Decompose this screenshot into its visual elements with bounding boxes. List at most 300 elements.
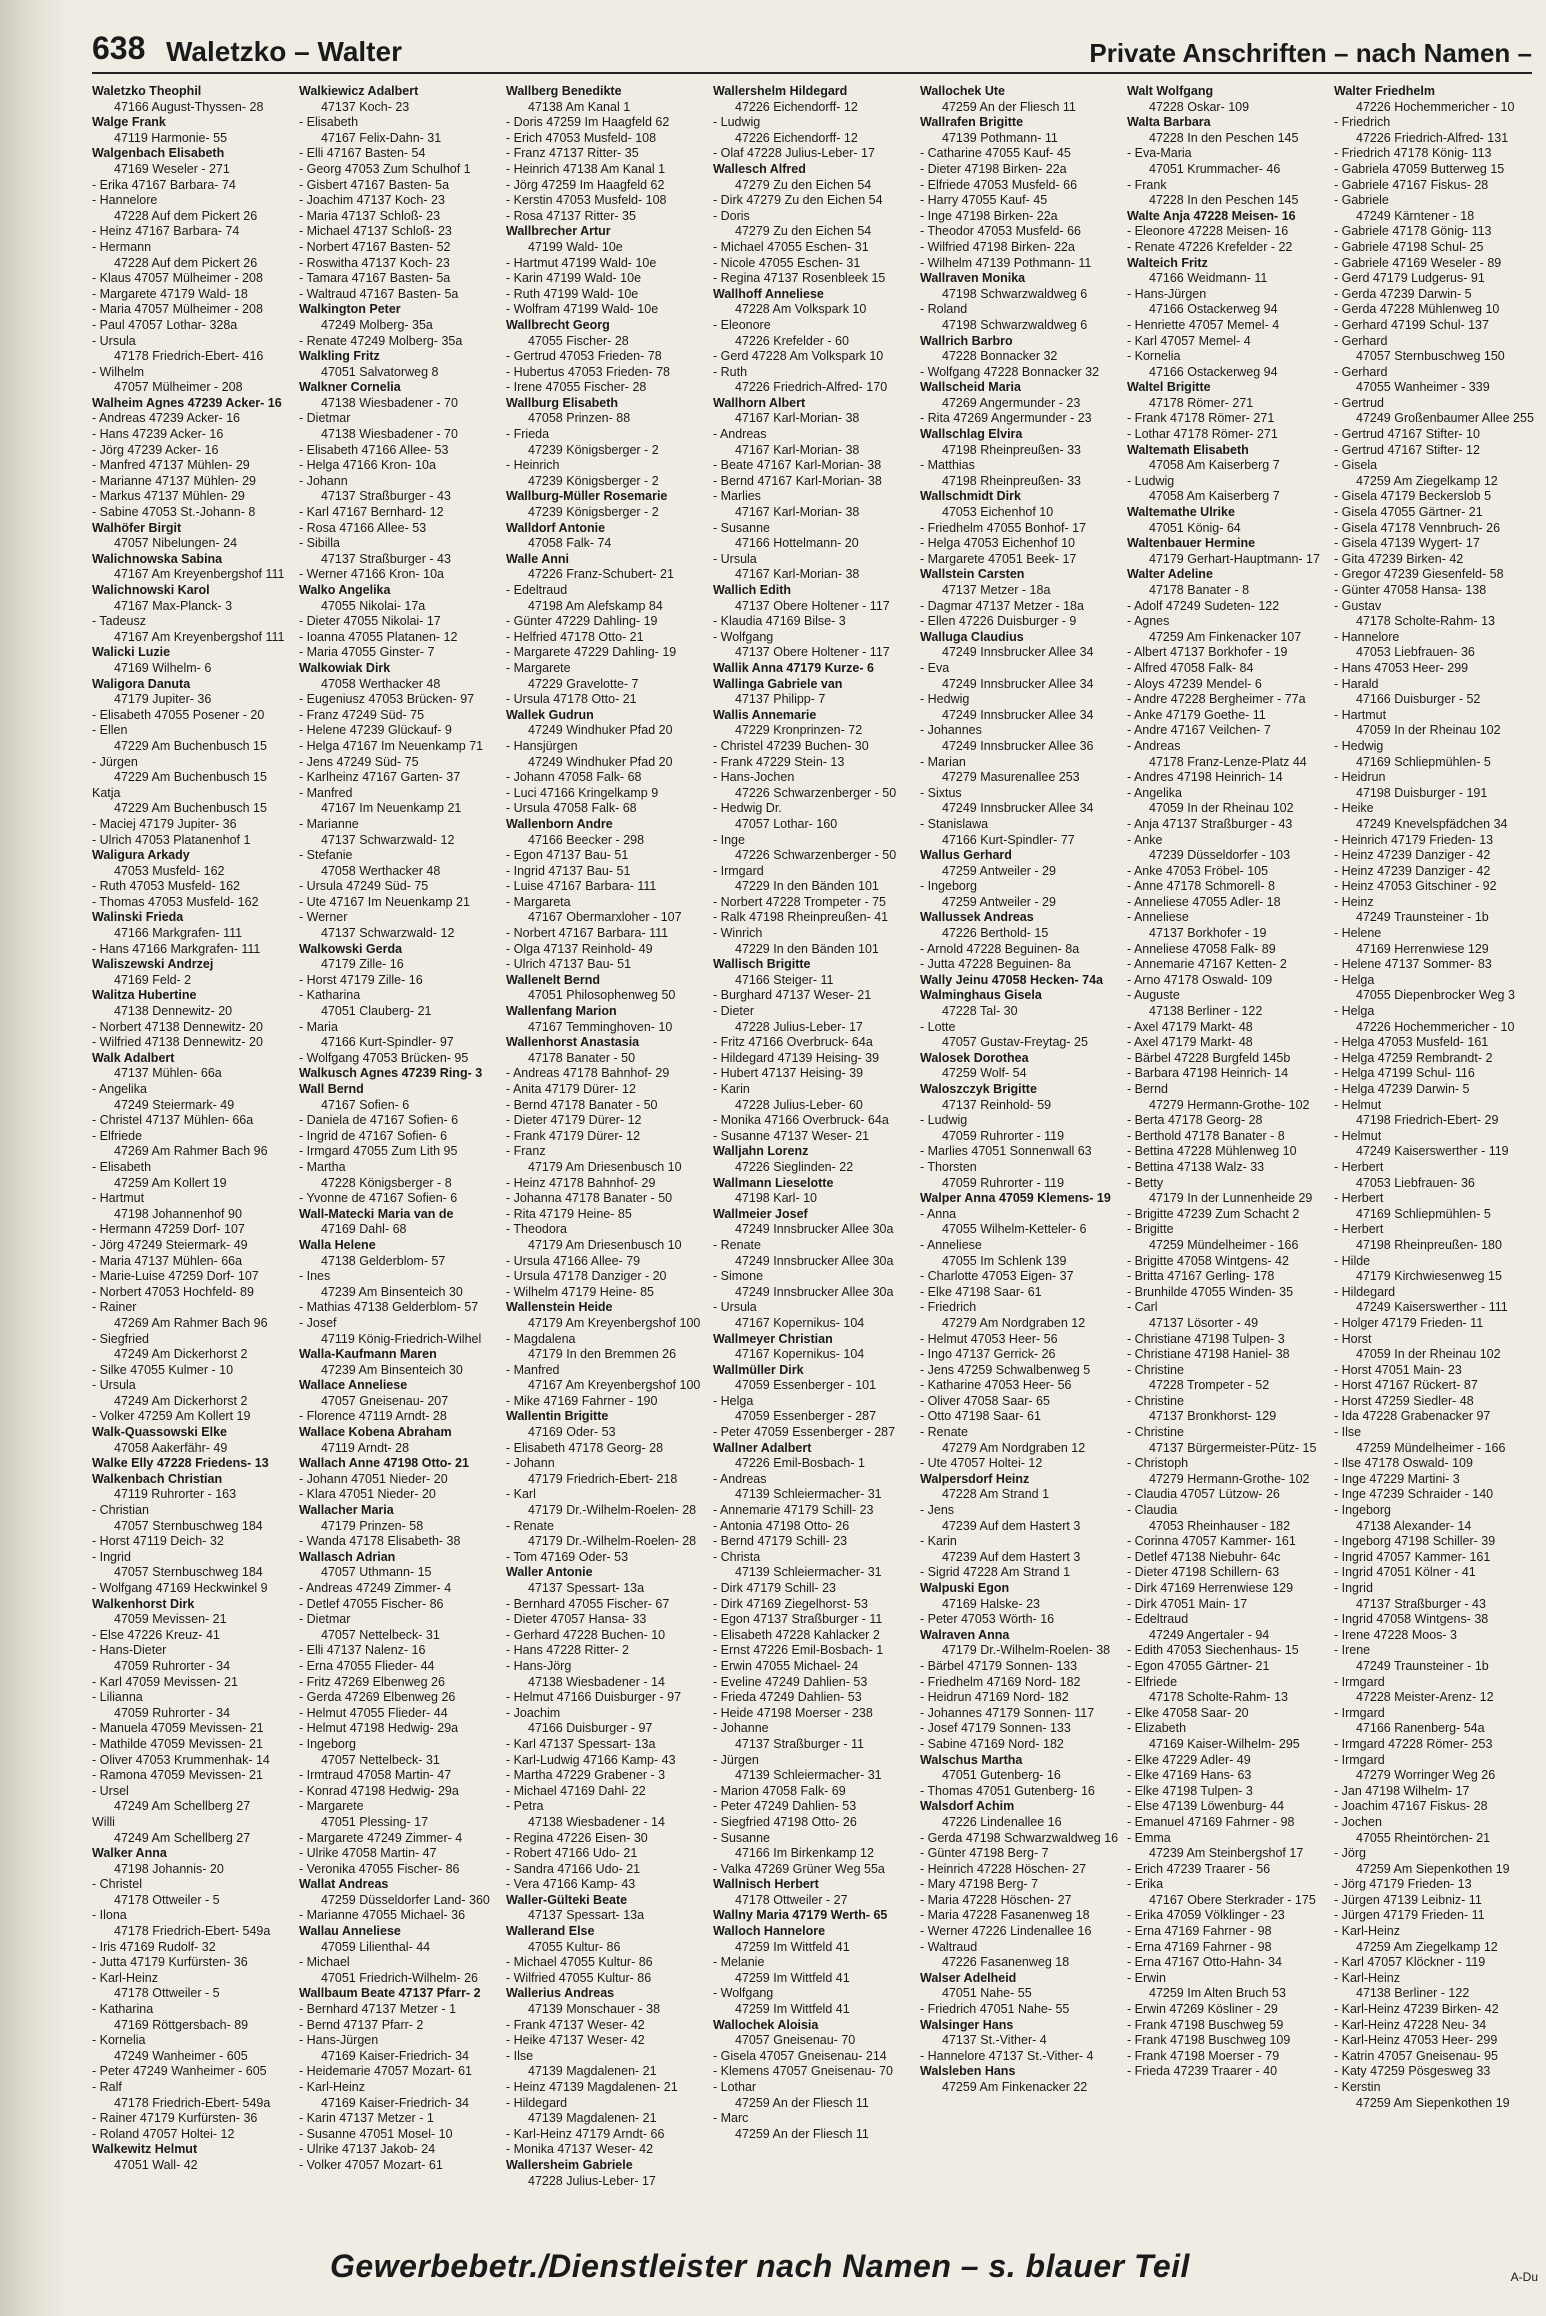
directory-entry-name: Wallmüller Dirk: [713, 1362, 804, 1377]
directory-entry-sub: - Bernhard 47055 Fischer- 67: [506, 1596, 670, 1611]
directory-entry-sub: - Jens: [920, 1503, 955, 1518]
directory-entry-name: Waliszewski Andrzej: [92, 957, 214, 972]
directory-entry-sub: - Hildegard: [1334, 1284, 1396, 1299]
directory-entry-sub: - Bernd 47167 Karl-Morian- 38: [713, 473, 882, 488]
directory-entry-address: 47178 Ottweiler - 5: [114, 1986, 220, 2001]
directory-entry-address: 47228 Auf dem Pickert 26: [114, 208, 258, 223]
directory-entry-address: 47137 Mühlen- 66a: [114, 1066, 222, 1081]
directory-entry-name: Wallace Anneliese: [299, 1378, 408, 1393]
directory-entry-sub: - Erna 47167 Otto-Hahn- 34: [1127, 1955, 1282, 1970]
directory-entry-sub: - Günter 47229 Dahling- 19: [506, 614, 658, 629]
directory-entry-sub: - Edith 47053 Siechenhaus- 15: [1127, 1643, 1299, 1658]
directory-entry-sub: - Andreas 47239 Acker- 16: [92, 411, 241, 426]
directory-entry-sub: - Peter 47249 Dahlien- 53: [713, 1799, 857, 1814]
directory-entry-address: 47167 Kopernikus- 104: [735, 1315, 865, 1330]
directory-entry-sub: - Anke: [1127, 832, 1163, 847]
directory-entry-sub: - Sandra 47166 Udo- 21: [506, 1861, 641, 1876]
directory-entry-sub: - Helene 47239 Glückauf- 9: [299, 723, 452, 738]
directory-entry-sub: - Hans-Jürgen: [1127, 286, 1207, 301]
directory-entry-sub: - Matthias: [920, 458, 975, 473]
directory-entry-sub: - Ilse: [1334, 1425, 1362, 1440]
directory-entry-address: 47226 Schwarzenberger - 50: [735, 785, 897, 800]
directory-entry-name: Waloszczyk Brigitte: [920, 1082, 1037, 1096]
directory-entry-sub: - Susanne 47051 Mosel- 10: [299, 2126, 453, 2141]
directory-entry-address: 47179 Kirchwiesenweg 15: [1356, 1269, 1502, 1284]
directory-entry-name: Wallberg Benedikte: [506, 84, 622, 98]
directory-entry-sub: - Andreas 47249 Zimmer- 4: [299, 1581, 452, 1595]
directory-entry-sub: - Johann: [506, 1456, 555, 1471]
directory-entry-name: Walle Anni: [506, 551, 569, 566]
directory-entry-name: Wallenborn Andre: [506, 816, 613, 831]
directory-entry-sub: - Konrad 47198 Hedwig- 29a: [299, 1783, 459, 1798]
directory-entry-sub: - Thomas 47051 Gutenberg- 16: [920, 1783, 1095, 1798]
directory-entry-sub: - Erwin 47055 Michael- 24: [713, 1658, 859, 1673]
directory-entry-name: Wallnisch Herbert: [713, 1877, 819, 1892]
directory-entry-name: Wallburg Elisabeth: [506, 395, 619, 410]
directory-entry-sub: - Aloys 47239 Mendel- 6: [1127, 676, 1262, 691]
directory-entry-sub: - Lotte: [920, 1019, 956, 1034]
directory-column-5: [920, 84, 1130, 2214]
directory-entry-address: 47119 König-Friedrich-Wilhel: [321, 1331, 482, 1346]
directory-entry-sub: - Frieda 47239 Traarer - 40: [1127, 2064, 1278, 2079]
directory-entry-sub: - Ursula: [713, 551, 757, 566]
directory-entry-sub: - Karl 47167 Bernhard- 12: [299, 505, 444, 520]
directory-entry-sub: - Elisabeth 47228 Kahlacker 2: [713, 1627, 880, 1642]
directory-entry-address: 47228 Oskar- 109: [1149, 99, 1250, 114]
directory-entry-address: 47198 Johannenhof 90: [114, 1206, 242, 1221]
directory-entry-sub: - Erika 47059 Völklinger - 23: [1127, 1908, 1285, 1923]
directory-entry-address: 47138 Berliner - 122: [1149, 1004, 1263, 1019]
directory-entry-name: Wally Jeinu 47058 Hecken- 74a: [920, 972, 1103, 987]
directory-entry-address: 47259 Mündelheimer - 166: [1356, 1440, 1506, 1455]
directory-entry-sub: - Peter 47059 Essenberger - 287: [713, 1425, 896, 1440]
directory-entry-name: Waltemath Elisabeth: [1127, 442, 1249, 457]
directory-entry-sub: - Gertrud 47167 Stifter- 12: [1334, 442, 1480, 457]
directory-entry-sub: - Simone: [713, 1269, 764, 1284]
directory-entry-name: Wallbaum Beate 47137 Pfarr- 2: [299, 1986, 481, 2001]
directory-entry-address: 47229 Kronprinzen- 72: [735, 723, 863, 738]
directory-entry-sub: - Hannelore 47137 St.-Vither- 4: [920, 2048, 1094, 2063]
directory-entry-sub: - Waltraud 47167 Basten- 5a: [299, 286, 459, 301]
directory-entry-address: 47139 Schleiermacher- 31: [735, 1768, 882, 1783]
directory-entry-sub: - Friedhelm 47055 Bonhof- 17: [920, 520, 1087, 535]
directory-entry-address: 47137 Schwarzwald- 12: [321, 832, 455, 847]
directory-entry-sub: - Bernhard 47137 Metzer - 1: [299, 2002, 457, 2017]
directory-entry-sub: - Ulrike 47137 Jakob- 24: [299, 2142, 436, 2157]
directory-entry-sub: - Holger 47179 Frieden- 11: [1334, 1315, 1484, 1330]
directory-entry-sub: - Elke 47169 Hans- 63: [1127, 1768, 1252, 1783]
directory-entry-address: 47198 Am Alefskamp 84: [528, 598, 663, 613]
directory-entry-name: Walk Adalbert: [92, 1050, 175, 1065]
directory-entry-address: 47167 Obere Sterkrader - 175: [1149, 1892, 1316, 1907]
directory-entry-sub: - Heinrich 47179 Frieden- 13: [1334, 832, 1494, 847]
directory-entry-address: 47055 Wilhelm-Ketteler- 6: [942, 1222, 1087, 1237]
directory-entry-sub: - Michael 47137 Schloß- 23: [299, 224, 452, 239]
directory-entry-sub: - Jürgen: [92, 754, 138, 769]
directory-entry-sub: - Helga: [713, 1393, 754, 1408]
directory-entry-sub: - Frank: [1127, 177, 1167, 192]
directory-entry-sub: - Hilde: [1334, 1253, 1371, 1268]
directory-entry-sub: - Gregor 47239 Giesenfeld- 58: [1334, 567, 1504, 582]
directory-entry-sub: - Helga: [1334, 972, 1375, 987]
directory-entry-sub: - Gisela 47178 Vennbruch- 26: [1334, 520, 1501, 535]
directory-entry-name: Walter Adeline: [1127, 567, 1213, 582]
page-name-range: Waletzko – Walter: [166, 36, 402, 67]
directory-entry-sub: - Friedrich 47051 Nahe- 55: [920, 2002, 1070, 2017]
directory-entry-name: Waller Antonie: [506, 1565, 593, 1580]
directory-entry-sub: - Ruth: [713, 364, 748, 379]
directory-entry-name: Walheim Agnes 47239 Acker- 16: [92, 395, 282, 410]
directory-entry-address: 47179 Dr.-Wilhelm-Roelen- 28: [528, 1503, 697, 1518]
directory-entry-address: 47226 Lindenallee 16: [942, 1814, 1062, 1829]
directory-entry-address: 47137 Straßburger - 43: [321, 489, 451, 504]
directory-entry-name: Wallis Annemarie: [713, 707, 817, 722]
directory-entry-address: 47059 Ruhrorter - 34: [114, 1658, 231, 1673]
directory-entry-sub: - Kerstin: [1334, 2080, 1381, 2094]
directory-entry-address: 47249 Steiermark- 49: [114, 1097, 235, 1112]
directory-entry-sub: - Renate: [713, 1237, 761, 1252]
directory-entry-sub: - Martha: [299, 1159, 346, 1174]
directory-entry-sub: - Peter 47249 Wanheimer - 605: [92, 2064, 267, 2079]
directory-entry-sub: - Jochen: [1334, 1814, 1382, 1829]
directory-entry-name: Wallacher Maria: [299, 1503, 394, 1518]
directory-entry-sub: - Iris 47169 Rudolf- 32: [92, 1939, 216, 1954]
directory-entry-address: 47058 Am Kaiserberg 7: [1149, 458, 1280, 473]
directory-entry-sub: - Günter 47058 Hansa- 138: [1334, 583, 1487, 597]
directory-entry-sub: - Christine: [1127, 1393, 1184, 1408]
directory-entry-name: Walicki Luzie: [92, 645, 171, 660]
directory-entry-sub: - Michael 47169 Dahl- 22: [506, 1783, 646, 1798]
directory-entry-address: 47137 Bronkhorst- 129: [1149, 1409, 1277, 1424]
directory-entry-sub: - Helfried 47178 Otto- 21: [506, 629, 644, 644]
directory-entry-sub: - Irene: [1334, 1643, 1371, 1658]
directory-entry-sub: - Sixtus: [920, 785, 962, 800]
directory-entry-sub: - Hans 47166 Markgrafen- 111: [92, 941, 261, 956]
directory-entry-address: 47139 Schleiermacher- 31: [735, 1565, 882, 1580]
directory-entry-address: 47166 Ranenberg- 54a: [1356, 1721, 1485, 1736]
directory-entry-sub: - Horst 47051 Main- 23: [1334, 1362, 1462, 1377]
directory-entry-sub: - Ingeborg 47198 Schiller- 39: [1334, 1534, 1496, 1549]
directory-entry-name: Walteich Fritz: [1127, 255, 1208, 270]
directory-entry-sub: - Gabriele 47178 Gönig- 113: [1334, 224, 1492, 239]
directory-entry-sub: - Karl-Heinz 47239 Birken- 42: [1334, 2002, 1499, 2017]
directory-entry-address: 47138 Am Kanal 1: [528, 99, 631, 114]
directory-entry-address: 47167 Max-Planck- 3: [114, 598, 233, 613]
directory-entry-address: 47055 Wanheimer - 339: [1356, 380, 1490, 395]
directory-entry-address: 47169 Herrenwiese 129: [1356, 941, 1489, 956]
directory-entry-name: Wallisch Brigitte: [713, 957, 811, 972]
directory-entry-address: 47229 Am Buchenbusch 15: [114, 738, 267, 753]
directory-entry-sub: - Ursula 47249 Süd- 75: [299, 879, 429, 894]
directory-entry-sub: - Beate 47167 Karl-Morian- 38: [713, 458, 882, 473]
directory-entry-name: Wallentin Brigitte: [506, 1409, 609, 1424]
directory-entry-sub: - Karl-Heinz: [92, 1970, 158, 1985]
directory-entry-name: Waller-Gülteki Beate: [506, 1892, 628, 1907]
directory-entry-sub: - Norbert 47167 Barbara- 111: [506, 926, 669, 941]
directory-entry-sub: - Martha 47229 Grabener - 3: [506, 1768, 666, 1783]
directory-entry-sub: - Johannes 47179 Sonnen- 117: [920, 1705, 1095, 1720]
directory-entry-sub: - Elli 47167 Basten- 54: [299, 146, 426, 161]
directory-entry-address: 47167 Karl-Morian- 38: [735, 442, 860, 457]
directory-columns: [92, 84, 1542, 2214]
directory-entry-sub: - Fritz 47269 Elbenweg 26: [299, 1674, 445, 1689]
directory-entry-sub: - Sibilla: [299, 536, 340, 551]
directory-entry-sub: - Katy 47259 Pösgesweg 33: [1334, 2064, 1491, 2079]
directory-entry-sub: - Christian: [92, 1503, 149, 1518]
directory-entry-sub: - Roswitha 47137 Koch- 23: [299, 255, 450, 270]
directory-entry-sub: - Michael: [299, 1955, 350, 1970]
directory-entry-sub: - Dieter 47055 Nikolai- 17: [299, 614, 441, 629]
directory-entry-sub: - Heinz 47167 Barbara- 74: [92, 224, 240, 239]
directory-entry-address: 47167 Am Kreyenbergshof 111: [114, 629, 285, 644]
directory-entry-sub: - Winrich: [713, 926, 763, 941]
directory-entry-sub: - Helmut 47198 Hedwig- 29a: [299, 1721, 459, 1736]
directory-entry-sub: - Josef: [299, 1315, 337, 1330]
directory-entry-address: 47139 Schleiermacher- 31: [735, 1487, 882, 1502]
directory-entry-sub: - Erika: [1127, 1877, 1164, 1892]
directory-entry-sub: - Ines: [299, 1269, 331, 1284]
directory-entry-name: Walsinger Hans: [920, 2017, 1014, 2032]
directory-entry-sub: - Margarete: [506, 660, 571, 675]
directory-entry-address: 47198 Rheinpreußen- 180: [1356, 1237, 1502, 1252]
directory-entry-address: 47199 Wald- 10e: [528, 239, 623, 254]
directory-entry-name: Wallik Anna 47179 Kurze- 6: [713, 660, 874, 675]
directory-entry-sub: - Harald: [1334, 676, 1379, 691]
directory-entry-address: 47226 Berthold- 15: [942, 926, 1049, 941]
directory-entry-sub: - Ulrich 47053 Platanenhof 1: [92, 832, 251, 847]
directory-entry-sub: - Gabriele 47167 Fiskus- 28: [1334, 177, 1489, 192]
directory-entry-address: 47249 Innsbrucker Allee 34: [942, 801, 1094, 816]
directory-entry-name: Walkenhorst Dirk: [92, 1596, 195, 1611]
directory-entry-sub: - Helene 47137 Sommer- 83: [1334, 957, 1492, 972]
directory-entry-address: 47053 Musfeld- 162: [114, 863, 225, 878]
directory-entry-sub: - Ursula 47058 Falk- 68: [506, 801, 637, 816]
directory-entry-sub: - Ludwig: [713, 115, 761, 130]
directory-entry-sub: - Ingrid: [1334, 1581, 1373, 1595]
directory-entry-sub: - Norbert 47138 Dennewitz- 20: [92, 1019, 263, 1034]
directory-entry-address: 47228 Auf dem Pickert 26: [114, 255, 258, 270]
directory-entry-sub: - Margarete 47051 Beek- 17: [920, 551, 1077, 566]
directory-entry-sub: - Elfriede 47053 Musfeld- 66: [920, 177, 1078, 192]
directory-entry-sub: - Heidrun 47169 Nord- 182: [920, 1690, 1069, 1705]
directory-entry-name: Walinski Frieda: [92, 910, 184, 925]
directory-entry-sub: - Waltraud: [920, 1939, 978, 1954]
directory-entry-address: 47058 Am Kaiserberg 7: [1149, 489, 1280, 504]
directory-entry-name: Walper Anna 47059 Klemens- 19: [920, 1191, 1111, 1206]
directory-entry-sub: - Jörg: [1334, 1846, 1366, 1861]
directory-entry-sub: - Christiane 47198 Tulpen- 3: [1127, 1331, 1285, 1346]
directory-entry-sub: - Brigitte 47239 Zum Schacht 2: [1127, 1206, 1300, 1221]
directory-entry-sub: - Egon 47137 Straßburger - 11: [713, 1612, 883, 1627]
directory-entry-sub: - Irmtraud 47058 Martin- 47: [299, 1768, 452, 1783]
directory-entry-sub: - Petra: [506, 1799, 544, 1814]
directory-entry-sub: - Egon 47137 Bau- 51: [506, 848, 629, 863]
directory-entry-sub: - Horst 47167 Rückert- 87: [1334, 1378, 1478, 1393]
directory-entry-sub: - Kornelia: [1127, 349, 1181, 364]
directory-entry-sub: - Renate 47226 Krefelder - 22: [1127, 239, 1293, 254]
directory-entry-sub: - Gabriele 47169 Weseler - 89: [1334, 255, 1502, 270]
directory-entry-sub: - Ingrid 47058 Wintgens- 38: [1334, 1612, 1489, 1627]
directory-entry-sub: - Ingeborg: [920, 879, 977, 894]
directory-entry-address: 47057 Nibelungen- 24: [114, 536, 238, 551]
directory-entry-sub: - Elke 47229 Adler- 49: [1127, 1752, 1251, 1767]
directory-entry-address: 47239 Auf dem Hastert 3: [942, 1518, 1081, 1533]
directory-entry-sub: - Johann 47058 Falk- 68: [506, 770, 642, 785]
directory-entry-sub: - Michael 47055 Kultur- 86: [506, 1955, 653, 1970]
directory-entry-address: 47166 Duisburger - 52: [1356, 692, 1481, 707]
directory-entry-address: 47178 Friedrich-Ebert- 549a: [114, 1924, 271, 1939]
directory-entry-name: Waligura Arkady: [92, 848, 190, 863]
directory-entry-sub: - Gabriele 47198 Schul- 25: [1334, 239, 1484, 254]
directory-entry-sub: - Heinrich 47138 Am Kanal 1: [506, 161, 666, 176]
directory-entry-sub: - Gerhard: [1334, 333, 1388, 348]
directory-entry-name: Wallussek Andreas: [920, 910, 1034, 925]
directory-entry-sub: - Andres 47198 Heinrich- 14: [1127, 770, 1283, 785]
directory-entry-sub: - Gerda 47198 Schwarzwaldweg 16: [920, 1830, 1119, 1845]
directory-entry-address: 47138 Gelderblom- 57: [321, 1253, 446, 1268]
directory-entry-address: 47239 Düsseldorfer - 103: [1149, 848, 1291, 863]
directory-entry-address: 47058 Werthacker 48: [321, 676, 441, 691]
directory-entry-address: 47137 Koch- 23: [321, 99, 410, 114]
directory-entry-address: 47249 Wanheimer - 605: [114, 2048, 248, 2063]
directory-entry-sub: - Corinna 47057 Kammer- 161: [1127, 1534, 1296, 1549]
directory-entry-sub: - Gustav: [1334, 598, 1382, 613]
directory-entry-sub: - Nicole 47055 Eschen- 31: [713, 255, 861, 270]
directory-entry-sub: - Erna 47055 Flieder- 44: [299, 1658, 435, 1673]
directory-entry-address: 47198 Rheinpreußen- 33: [942, 473, 1081, 488]
directory-entry-name: Walitza Hubertine: [92, 988, 197, 1003]
directory-entry-sub: - Elisabeth: [299, 115, 359, 130]
directory-entry-address: 47137 Spessart- 13a: [528, 1908, 645, 1923]
directory-entry-address: 47249 Innsbrucker Allee 36: [942, 738, 1094, 753]
directory-entry-sub: - Inge 47239 Schraider - 140: [1334, 1487, 1494, 1502]
directory-entry-address: 47137 Straßburger - 43: [1356, 1596, 1486, 1611]
directory-entry-name: Walkowiak Dirk: [299, 660, 391, 675]
directory-entry-sub: - Hartmut 47199 Wald- 10e: [506, 255, 657, 270]
directory-entry-sub: - Marianne 47137 Mühlen- 29: [92, 473, 256, 488]
directory-entry-sub: - Marlies 47051 Sonnenwall 63: [920, 1144, 1092, 1159]
directory-entry-sub: - Herbert: [1334, 1191, 1384, 1206]
directory-entry-sub: - Claudia 47057 Lützow- 26: [1127, 1487, 1280, 1502]
directory-entry-sub: - Marian: [920, 754, 966, 769]
directory-entry-sub: - Elke 47058 Saar- 20: [1127, 1705, 1249, 1720]
directory-entry-name: Wallburg-Müller Rosemarie: [506, 489, 668, 504]
directory-entry-sub: - Dieter 47198 Schillern- 63: [1127, 1565, 1280, 1580]
directory-entry-sub: - Ingrid 47137 Bau- 51: [506, 863, 631, 878]
directory-entry-sub: - Sabine 47169 Nord- 182: [920, 1736, 1064, 1751]
directory-entry-sub: - Jan 47198 Wilhelm- 17: [1334, 1783, 1470, 1798]
directory-entry-name: Walichnowski Karol: [92, 583, 210, 597]
directory-entry-address: 47055 Fischer- 28: [528, 333, 629, 348]
directory-entry-address: 47051 Clauberg- 21: [321, 1004, 432, 1019]
directory-entry-address: 47137 Bürgermeister-Pütz- 15: [1149, 1440, 1317, 1455]
directory-entry-sub: - Georg 47053 Zum Schulhof 1: [299, 161, 471, 176]
directory-entry-sub: - Dirk 47051 Main- 17: [1127, 1596, 1248, 1611]
directory-entry-sub: - Johann 47051 Nieder- 20: [299, 1471, 448, 1486]
directory-entry-sub: - Monika 47166 Overbruck- 64a: [713, 1113, 889, 1128]
directory-entry-sub: - Franz 47249 Süd- 75: [299, 707, 425, 722]
directory-entry-sub: - Gertrud 47053 Frieden- 78: [506, 349, 662, 364]
directory-entry-address: 47137 Metzer - 18a: [942, 583, 1051, 597]
directory-entry-sub: - Stanislawa: [920, 816, 989, 831]
directory-entry-name: Waletzko Theophil: [92, 84, 202, 98]
directory-entry-sub: - Dagmar 47137 Metzer - 18a: [920, 598, 1084, 613]
directory-entry-sub: - Helga 47053 Eichenhof 10: [920, 536, 1075, 551]
directory-entry-sub: - Klemens 47057 Gneisenau- 70: [713, 2064, 893, 2079]
directory-entry-address: 47226 Emil-Bosbach- 1: [735, 1456, 865, 1471]
directory-entry-sub: - Luci 47166 Kringelkamp 9: [506, 785, 659, 800]
directory-entry-sub: - Manuela 47059 Mevissen- 21: [92, 1721, 264, 1736]
directory-entry-sub: - Helga 47167 Im Neuenkamp 71: [299, 738, 484, 753]
directory-entry-sub: - Detlef 47138 Niebuhr- 64c: [1127, 1549, 1281, 1564]
directory-entry-sub: - Margareta: [506, 894, 571, 909]
directory-entry-address: 47119 Arndt- 28: [321, 1440, 410, 1455]
directory-entry-sub: - Emanuel 47169 Fahrner - 98: [1127, 1814, 1295, 1829]
directory-entry-address: 47059 Ruhrorter - 119: [942, 1128, 1065, 1143]
directory-entry-sub: - Bärbel 47179 Sonnen- 133: [920, 1658, 1078, 1673]
directory-entry-sub: - Karl-Heinz: [299, 2080, 365, 2094]
directory-entry-address: 47228 Am Strand 1: [942, 1487, 1050, 1502]
directory-entry-sub: - Christiane 47198 Haniel- 38: [1127, 1347, 1290, 1362]
directory-entry-address: 47051 Gutenberg- 16: [942, 1768, 1061, 1783]
directory-entry-address: 47057 Gustav-Freytag- 25: [942, 1035, 1088, 1050]
directory-entry-sub: - Burghard 47137 Weser- 21: [713, 988, 872, 1003]
directory-column-1: [92, 84, 302, 2214]
directory-entry-sub: - Jutta 47179 Kurfürsten- 36: [92, 1955, 248, 1970]
directory-entry-sub: - Lothar 47178 Römer- 271: [1127, 427, 1278, 442]
directory-entry-name: Wallraven Monika: [920, 271, 1026, 286]
directory-entry-address: 47169 Schliepmühlen- 5: [1356, 1206, 1491, 1221]
directory-entry-sub: - Rainer 47179 Kurfürsten- 36: [92, 2111, 258, 2126]
directory-entry-sub: - Heinrich 47228 Höschen- 27: [920, 1861, 1087, 1876]
directory-entry-address: 47259 Am Kollert 19: [114, 1175, 227, 1190]
directory-entry-address: 47249 Am Schellberg 27: [114, 1830, 251, 1845]
directory-entry-name: Wallace Kobena Abraham: [299, 1425, 452, 1440]
directory-entry-sub: - Frank 47198 Moerser - 79: [1127, 2048, 1280, 2063]
directory-entry-sub: - Gerda 47239 Darwin- 5: [1334, 286, 1472, 301]
directory-entry-sub: - Dieter 47179 Dürer- 12: [506, 1113, 642, 1128]
directory-entry-address: 47137 Reinhold- 59: [942, 1097, 1052, 1112]
directory-entry-address: 47051 Krummacher- 46: [1149, 161, 1281, 176]
directory-entry-address: 47167 Karl-Morian- 38: [735, 505, 860, 520]
directory-entry-address: 47059 Ruhrorter - 119: [942, 1175, 1065, 1190]
directory-entry-name: Wallinga Gabriele van: [713, 676, 843, 691]
directory-entry-sub: - Elli 47137 Nalenz- 16: [299, 1643, 426, 1658]
directory-entry-name: Wallersheim Gabriele: [506, 2157, 633, 2172]
directory-entry-address: 47228 Königsberger - 8: [321, 1175, 452, 1190]
directory-entry-sub: - Maria 47137 Schloß- 23: [299, 208, 441, 223]
directory-entry-address: 47279 Zu den Eichen 54: [735, 224, 872, 239]
directory-entry-sub: - Kerstin 47053 Musfeld- 108: [506, 193, 667, 208]
directory-entry-sub: - Helmut: [1334, 1128, 1382, 1143]
directory-entry-address: 47249 Windhuker Pfad 20: [528, 723, 673, 738]
directory-entry-sub: - Antonia 47198 Otto- 26: [713, 1518, 850, 1533]
directory-entry-sub: - Irene 47228 Moos- 3: [1334, 1627, 1457, 1642]
directory-entry-sub: - Dieter 47198 Birken- 22a: [920, 161, 1067, 176]
directory-entry-address: 47169 Kaiser-Wilhelm- 295: [1149, 1736, 1300, 1751]
directory-entry-address: 47057 Uthmann- 15: [321, 1565, 432, 1580]
directory-entry-sub: - Irmgard: [1334, 1705, 1385, 1720]
directory-entry-address: 47279 Am Nordgraben 12: [942, 1440, 1086, 1455]
directory-entry-sub: - Anita 47179 Dürer- 12: [506, 1082, 636, 1096]
directory-entry-sub: - Katharina: [92, 2002, 154, 2017]
directory-entry-sub: - Hans-Jürgen: [299, 2033, 379, 2048]
directory-entry-sub: - Hans-Dieter: [92, 1643, 167, 1658]
directory-entry-name: Wallerius Andreas: [506, 1986, 615, 2001]
directory-entry-sub: - Hans 47053 Heer- 299: [1334, 660, 1469, 675]
directory-entry-address: 47259 Antweiler - 29: [942, 894, 1056, 909]
directory-entry-name: Walge Frank: [92, 115, 166, 130]
